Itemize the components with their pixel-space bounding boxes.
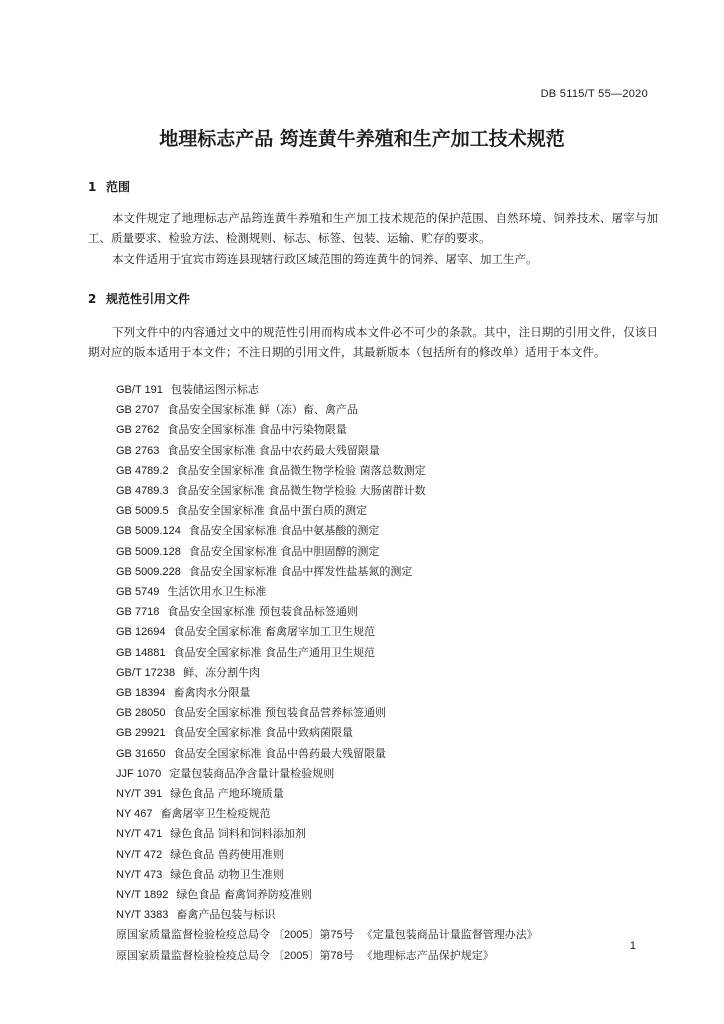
reference-item	[116, 824, 538, 844]
reference-title: 绿色食品 畜禽饲养防疫准则	[176, 888, 312, 902]
reference-item	[116, 582, 538, 602]
reference-item	[116, 946, 538, 966]
reference-item	[116, 905, 538, 925]
reference-code: GB 5749	[116, 586, 160, 599]
reference-code: GB/T 191	[116, 384, 163, 396]
scope-paragraph-1: 本文件规定了地理标志产品筠连黄牛养殖和生产加工技术规范的保护范围、自然环境、饲养技术、屠宰与加工、质量要求、检验方法、检测规则、标志、标签、包装、运输、贮存的要求。	[88, 211, 658, 245]
reference-code: GB 29921	[116, 727, 166, 740]
reference-title: 畜禽屠宰卫生检疫规范	[160, 807, 271, 821]
standard-code: DB 5115/T 55—2020	[540, 88, 648, 100]
reference-code: NY/T 471	[116, 828, 163, 841]
reference-item	[116, 683, 538, 703]
normative-references-intro: 下列文件中的内容通过文中的规范性引用而构成本文件必不可少的条款。其中，注日期的引用文件，仅该日期对应的版本适用于本文件；不注日期的引用文件，其最新版本（包括所有的修改单）适用于本文件。	[88, 325, 658, 359]
reference-title: 食品安全国家标准 预包装食品标签通则	[167, 605, 358, 619]
reference-item	[116, 784, 538, 804]
reference-item	[116, 925, 538, 945]
reference-code: NY/T 472	[116, 848, 163, 861]
reference-title: 食品安全国家标准 食品中挥发性盐基氮的测定	[188, 564, 413, 578]
reference-title: 鲜、冻分割牛肉	[183, 665, 261, 679]
reference-title: 食品安全国家标准 食品中兽药最大残留限量	[173, 746, 387, 760]
section-1-number: 1	[88, 180, 97, 194]
reference-item	[116, 845, 538, 865]
reference-code: 原国家质量监督检验检疫总局令 〔2005〕第75号	[116, 929, 354, 942]
reference-title: 绿色食品 动物卫生准则	[170, 867, 284, 881]
reference-item	[116, 622, 538, 642]
section-2-number: 2	[88, 292, 97, 306]
reference-title: 食品安全国家标准 食品中污染物限量	[167, 423, 347, 437]
reference-code: GB 4789.2	[116, 464, 169, 477]
reference-code: NY 467	[116, 808, 153, 821]
reference-code: NY/T 473	[116, 868, 163, 881]
reference-title: 食品安全国家标准 畜禽屠宰加工卫生规范	[173, 625, 376, 639]
scope-paragraph-2: 本文件适用于宜宾市筠连县现辖行政区域范围的筠连黄牛的饲养、屠宰、加工生产。	[112, 252, 538, 266]
reference-item	[116, 420, 538, 440]
reference-code: 原国家质量监督检验检疫总局令 〔2005〕第78号	[116, 949, 354, 962]
reference-code: GB 2707	[116, 404, 160, 417]
reference-code: GB/T 17238	[116, 666, 176, 679]
document-title: 地理标志产品 筠连黄牛养殖和生产加工技术规范	[159, 128, 565, 150]
reference-title: 食品安全国家标准 食品中农药最大残留限量	[167, 443, 380, 457]
reference-title: 食品安全国家标准 食品中致病菌限量	[173, 726, 354, 740]
reference-title: 食品安全国家标准 食品生产通用卫生规范	[173, 645, 376, 659]
reference-title: 生活饮用水卫生标准	[167, 585, 267, 599]
reference-item	[116, 885, 538, 905]
reference-item	[116, 744, 538, 764]
reference-title: 畜禽肉水分限量	[173, 686, 251, 700]
reference-item	[116, 501, 538, 521]
reference-code: NY/T 391	[116, 788, 163, 801]
reference-item	[116, 481, 538, 501]
reference-item	[116, 441, 538, 461]
reference-title: 《地理标志产品保护规定》	[361, 948, 494, 962]
reference-title: 食品安全国家标准 食品微生物学检验 菌落总数测定	[176, 463, 426, 477]
reference-code: GB 12694	[116, 626, 166, 639]
reference-item	[116, 663, 538, 683]
reference-code: GB 2762	[116, 424, 160, 437]
reference-title: 定量包装商品净含量计量检验规则	[169, 766, 335, 780]
section-2-title: 规范性引用文件	[106, 292, 191, 306]
reference-item	[116, 562, 538, 582]
reference-title: 食品安全国家标准 预包装食品营养标签通则	[173, 706, 387, 720]
reference-title: 《定量包装商品计量监督管理办法》	[361, 928, 538, 942]
section-2-heading	[88, 290, 190, 307]
reference-code: NY/T 3383	[116, 909, 169, 922]
reference-code: GB 18394	[116, 687, 166, 700]
reference-code: GB 2763	[116, 444, 160, 457]
reference-item	[116, 865, 538, 885]
reference-title: 绿色食品 产地环境质量	[170, 787, 284, 801]
reference-code: GB 5009.124	[116, 525, 181, 538]
reference-code: GB 28050	[116, 707, 166, 720]
reference-code: GB 14881	[116, 646, 166, 659]
reference-code: GB 31650	[116, 747, 166, 760]
reference-code: GB 5009.228	[116, 565, 181, 578]
page-number: 1	[629, 940, 636, 952]
section-1-heading	[88, 178, 130, 195]
reference-code: GB 5009.128	[116, 545, 181, 558]
reference-code: NY/T 1892	[116, 889, 169, 902]
reference-item	[116, 804, 538, 824]
reference-title: 食品安全国家标准 食品中胆固醇的测定	[188, 544, 380, 558]
reference-title: 食品安全国家标准 食品微生物学检验 大肠菌群计数	[176, 484, 426, 498]
reference-title: 畜禽产品包装与标识	[176, 908, 276, 922]
reference-code: JJF 1070	[116, 767, 162, 780]
reference-item	[116, 602, 538, 622]
reference-item	[116, 400, 538, 420]
reference-item	[116, 723, 538, 743]
reference-title: 绿色食品 兽药使用准则	[170, 847, 284, 861]
reference-title: 食品安全国家标准 食品中氨基酸的测定	[188, 524, 380, 538]
reference-title: 食品安全国家标准 食品中蛋白质的测定	[176, 504, 368, 518]
reference-title: 食品安全国家标准 鲜（冻）畜、禽产品	[167, 403, 358, 417]
reference-code: GB 5009.5	[116, 505, 169, 518]
reference-code: GB 7718	[116, 606, 160, 619]
reference-list	[116, 380, 538, 966]
reference-title: 包装储运图示标志	[170, 383, 259, 396]
reference-item	[116, 764, 538, 784]
reference-item	[116, 643, 538, 663]
reference-item	[116, 542, 538, 562]
reference-code: GB 4789.3	[116, 485, 169, 498]
reference-item	[116, 380, 538, 400]
section-1-title: 范围	[106, 180, 131, 194]
reference-item	[116, 521, 538, 541]
reference-title: 绿色食品 饲料和饲料添加剂	[170, 827, 306, 841]
reference-item	[116, 461, 538, 481]
reference-item	[116, 703, 538, 723]
